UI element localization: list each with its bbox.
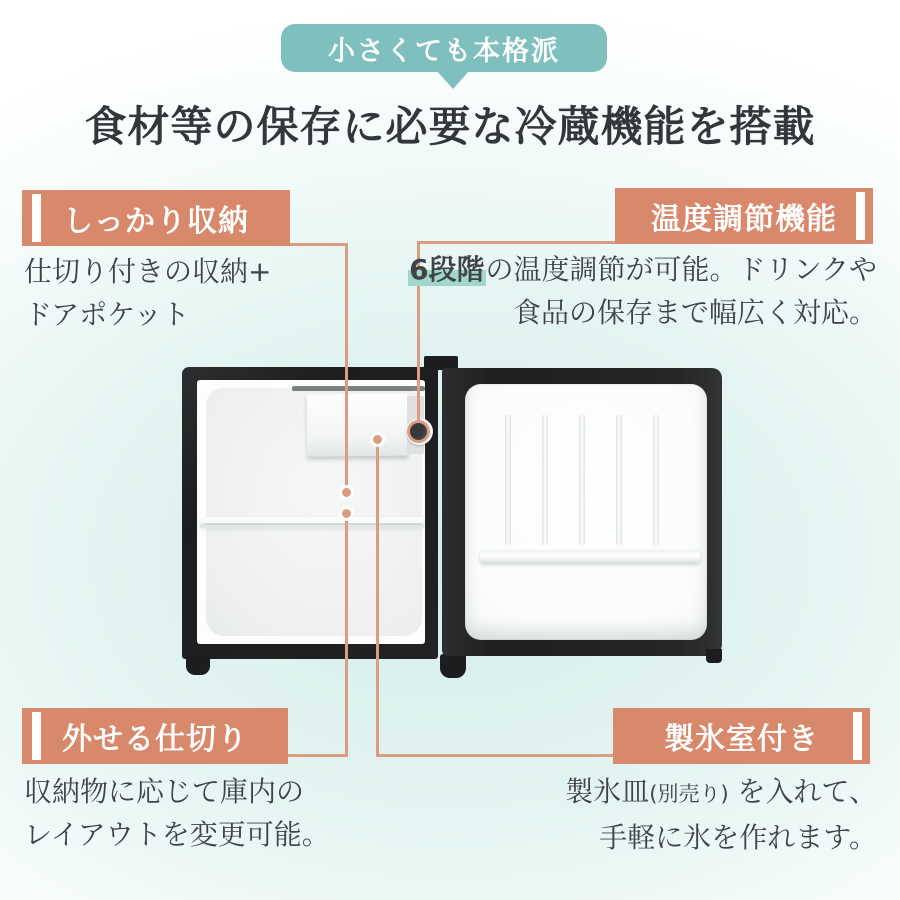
flag-stripe [853,712,862,760]
description-line: 仕切り付きの収納+ [24,255,272,288]
description-line: 食品の保存まで幅広く対応。 [512,296,877,329]
description-line: レイアウトを変更可能。 [24,818,330,851]
callout-label-storage [22,190,290,246]
flag-stripe [32,712,41,760]
temperature-connector-line-h [419,241,615,244]
description-line: を入れて、 [728,775,877,808]
callout-description-storage [24,250,271,336]
description-small-text: (別売り) [649,782,729,806]
fridge-foot-left [186,654,210,675]
badge-label: 小さくても本格派 [328,35,560,67]
shelf-front-rail [200,525,424,528]
description-line: ドアポケット [24,298,190,331]
callout-label-ice [613,708,870,764]
fridge-interior-top-edge [292,386,425,391]
flag-stripe [856,192,865,240]
partition-connector-dot [339,506,354,521]
callout-label-temperature [615,188,873,244]
partition-connector-line-v [345,514,348,757]
door-ridge [542,414,548,546]
fridge-foot-right [440,654,466,678]
description-line: 収納物に応じて庫内の [24,775,305,808]
flag-stripe [32,194,41,242]
door-ridge [505,414,511,546]
callout-description-ice [565,770,877,859]
callout-label-text: しっかり収納 [63,204,249,239]
door-bottom-tab [706,649,722,663]
callout-description-partition [24,770,330,856]
door-inner-liner [465,384,707,640]
description-line: 製氷皿 [565,775,650,808]
fridge-photo [180,352,725,684]
temperature-connector-ring [407,420,430,443]
callout-description-temperature [408,248,877,334]
storage-connector-line-h [290,243,348,246]
callout-label-text: 温度調節機能 [651,202,837,237]
removable-shelf [200,517,424,523]
description-line: 手軽に氷を作れます。 [599,821,877,854]
partition-connector-line-h [288,754,348,757]
ice-connector-line-v [376,440,379,757]
callout-label-text: 製氷室付き [664,722,819,757]
callout-label-partition [22,708,288,764]
highlighted-text: 6段階 [409,253,485,286]
ice-connector-line-h [379,754,613,757]
badge-tail-icon [436,70,470,89]
ice-compartment [307,393,409,456]
storage-connector-line-v [345,243,348,492]
door-ridge [616,414,622,546]
ice-connector-dot [370,432,385,447]
door-pocket-rail [480,550,700,563]
page-title: 食材等の保存に必要な冷蔵機能を搭載 [84,102,816,151]
door-ridge [579,414,585,546]
description-line: の温度調節が可能。ドリンクや [485,253,877,286]
callout-label-text: 外せる仕切り [62,722,248,757]
badge [281,24,607,72]
door-ridge [653,414,659,546]
storage-connector-dot [339,485,354,500]
